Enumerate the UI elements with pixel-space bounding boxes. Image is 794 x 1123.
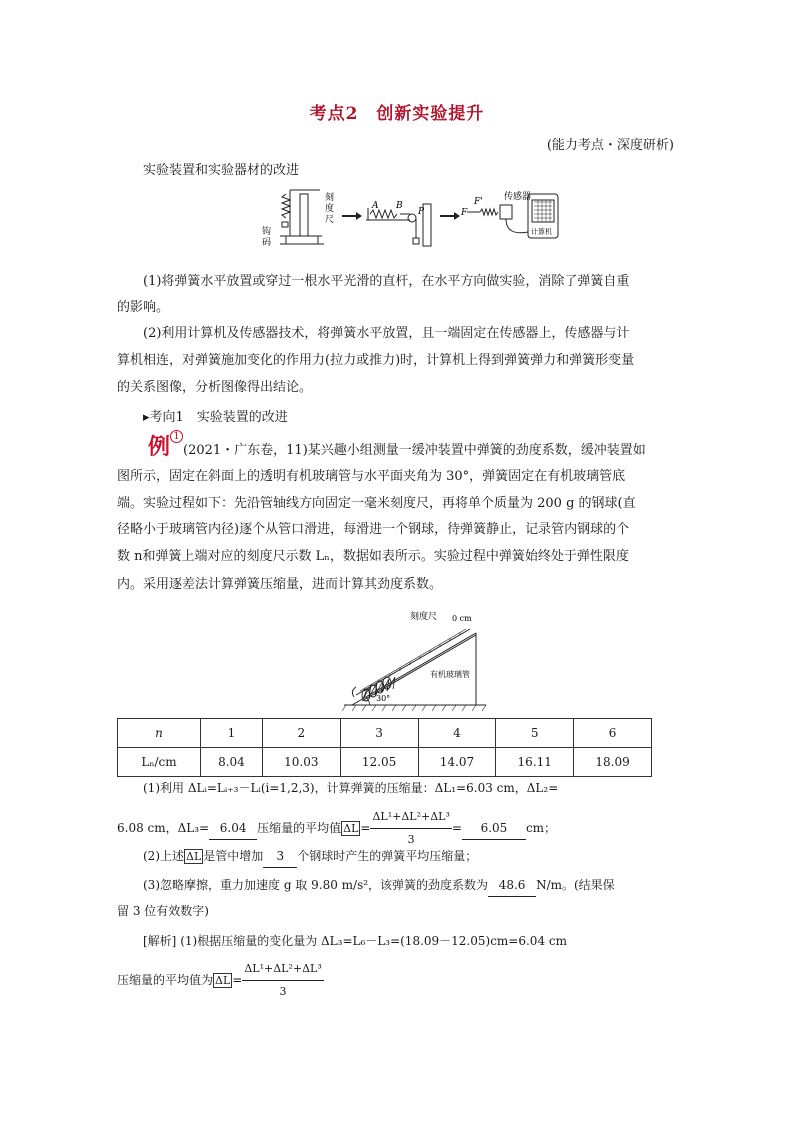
table-cell: 12.05: [340, 748, 418, 777]
table-cell: 14.07: [418, 748, 496, 777]
angle-label: 30°: [376, 694, 391, 703]
avg-symbol: ΔL: [186, 850, 202, 863]
table-header-n: n: [118, 719, 201, 748]
q1-text-end: cm；: [525, 821, 557, 835]
avg-symbol: ΔL: [215, 974, 231, 987]
force-label-f-prime: F': [474, 197, 483, 207]
q3-text-end: N/m。(结果保: [536, 878, 615, 892]
table-cell: 10.03: [262, 748, 340, 777]
solution-text-1: (1)根据压缩量的变化量为 ΔL₃=L₆－L₃=(18.09－12.05)cm=6.04 cm: [180, 934, 567, 948]
ruler-label-3: 尺: [325, 215, 335, 225]
fraction-denominator: 3: [279, 985, 287, 998]
example-line-4: 径略小于玻璃管内径)逐个从管口滑进，每滑进一个钢球，待弹簧静止，记录管内钢球的个: [117, 522, 630, 537]
q2-text-end: 个钢球时产生的弹簧平均压缩量；: [297, 849, 478, 863]
data-table: [117, 718, 652, 777]
ruler-label: 刻度尺: [410, 612, 438, 622]
incline-tube-figure: [340, 605, 490, 715]
example-line-5: 数 n和弹簧上端对应的刻度尺示数 Lₙ，数据如表所示。实验过程中弹簧始终处于弹性限度: [117, 549, 629, 564]
answer-ball-count: 3: [263, 845, 297, 868]
zero-cm-label: 0 cm: [452, 614, 472, 623]
q1-text-mid: 压缩量的平均值: [257, 821, 342, 835]
arrow-head-icon: [454, 212, 460, 220]
apparatus-figure: [260, 186, 560, 256]
solution-line-1: [143, 930, 567, 952]
force-label-f: F: [461, 208, 468, 218]
table-row: [118, 748, 652, 777]
table-cell: 8.04: [201, 748, 263, 777]
question-2: [143, 845, 477, 868]
answer-spring-constant: 48.6: [488, 874, 536, 897]
table-cell: 6: [574, 719, 652, 748]
question-3-line-1: [143, 874, 615, 897]
table-header-l: Lₙ/cm: [118, 748, 201, 777]
table-cell: 16.11: [496, 748, 574, 777]
arrow-head-icon: [356, 212, 362, 220]
example-line-6: 内。采用逐差法计算弹簧压缩量，进而计算其劲度系数。: [117, 577, 443, 592]
q1-text-pre: 6.08 cm，ΔL₃=: [117, 821, 210, 835]
table-cell: 4: [418, 719, 496, 748]
sensor-label: 传感器: [504, 192, 532, 202]
fraction-numerator: ΔL¹+ΔL²+ΔL³: [370, 806, 451, 829]
question-3-line-2: 留 3 位有效数字): [117, 904, 209, 918]
example-number: 1: [170, 430, 183, 443]
table-cell: 5: [496, 719, 574, 748]
label-p: P: [418, 207, 425, 217]
page-title: 考点2 创新实验提升: [309, 104, 485, 124]
table-cell: 18.09: [574, 748, 652, 777]
equals-sign: =: [451, 821, 462, 835]
fraction-denominator: 3: [407, 833, 415, 846]
intro-heading: 实验装置和实验器材的改进: [143, 163, 300, 178]
solution-line-2: [117, 958, 324, 1003]
tube-label: 有机玻璃管: [430, 670, 470, 679]
solution-fraction: [242, 958, 323, 1003]
example-line-2: 图所示，固定在斜面上的透明有机玻璃管与水平面夹角为 30°，弹簧固定在有机玻璃管底: [117, 469, 626, 484]
equals-sign: =: [232, 973, 243, 987]
computer-label: 计算机: [531, 228, 552, 236]
table-row: [118, 719, 652, 748]
vertical-stand-diagram: [280, 190, 324, 244]
hook-label-1: 钩: [262, 227, 272, 237]
ruler-label-2: 度: [325, 204, 335, 214]
equals-sign: =: [360, 821, 371, 835]
point-2-line-2: 算机相连，对弹簧施加变化的作用力(拉力或推力)时，计算机上得到弹簧弹力和弹簧形变量: [117, 353, 635, 368]
ruler-label-1: 刻: [325, 193, 335, 203]
q2-text-mid: 是管中增加: [203, 849, 264, 863]
hook-label-2: 码: [262, 238, 272, 248]
solution-text-2: 压缩量的平均值为: [117, 973, 214, 987]
answer-delta-l3: 6.04: [209, 817, 257, 840]
example-marker: [148, 430, 183, 461]
answer-average: 6.05: [462, 817, 526, 840]
label-a: A: [372, 201, 379, 211]
example-label: 例: [148, 434, 171, 460]
point-2-line-3: 的关系图像，分析图像得出结论。: [117, 380, 313, 395]
point-2-line-1: (2)利用计算机及传感器技术，将弹簧水平放置，且一端固定在传感器上，传感器与计: [143, 326, 630, 341]
direction-heading: ▸考向1 实验装置的改进: [143, 410, 288, 425]
example-line-3: 端。实验过程如下：先沿管轴线方向固定一毫米刻度尺，再将单个质量为 200 g 的钢球(直: [117, 496, 636, 511]
q3-text-pre: (3)忽略摩擦，重力加速度 g 取 9.80 m/s²，该弹簧的劲度系数为: [143, 878, 489, 892]
solution-label: [解析]: [143, 934, 177, 948]
question-1-line-1: (1)利用 ΔLᵢ=Lᵢ₊₃－Lᵢ(i=1,2,3)，计算弹簧的压缩量：ΔL₁=6.03 cm，ΔL₂=: [143, 781, 559, 795]
table-cell: 1: [201, 719, 263, 748]
fraction-numerator: ΔL¹+ΔL²+ΔL³: [242, 958, 323, 981]
point-1-line-2: 的影响。: [117, 300, 170, 315]
point-1-line-1: (1)将弹簧水平放置或穿过一根水平光滑的直杆，在水平方向做实验，消除了弹簧自重: [143, 274, 630, 289]
label-b: B: [396, 201, 403, 211]
q2-text-pre: (2)上述: [143, 849, 184, 863]
table-cell: 2: [262, 719, 340, 748]
section-tag: (能力考点・深度研析): [546, 138, 674, 153]
table-cell: 3: [340, 719, 418, 748]
example-line-1: (2021・广东卷，11)某兴趣小组测量一缓冲装置中弹簧的劲度系数，缓冲装置如: [183, 443, 646, 458]
avg-symbol: ΔL: [343, 822, 359, 835]
